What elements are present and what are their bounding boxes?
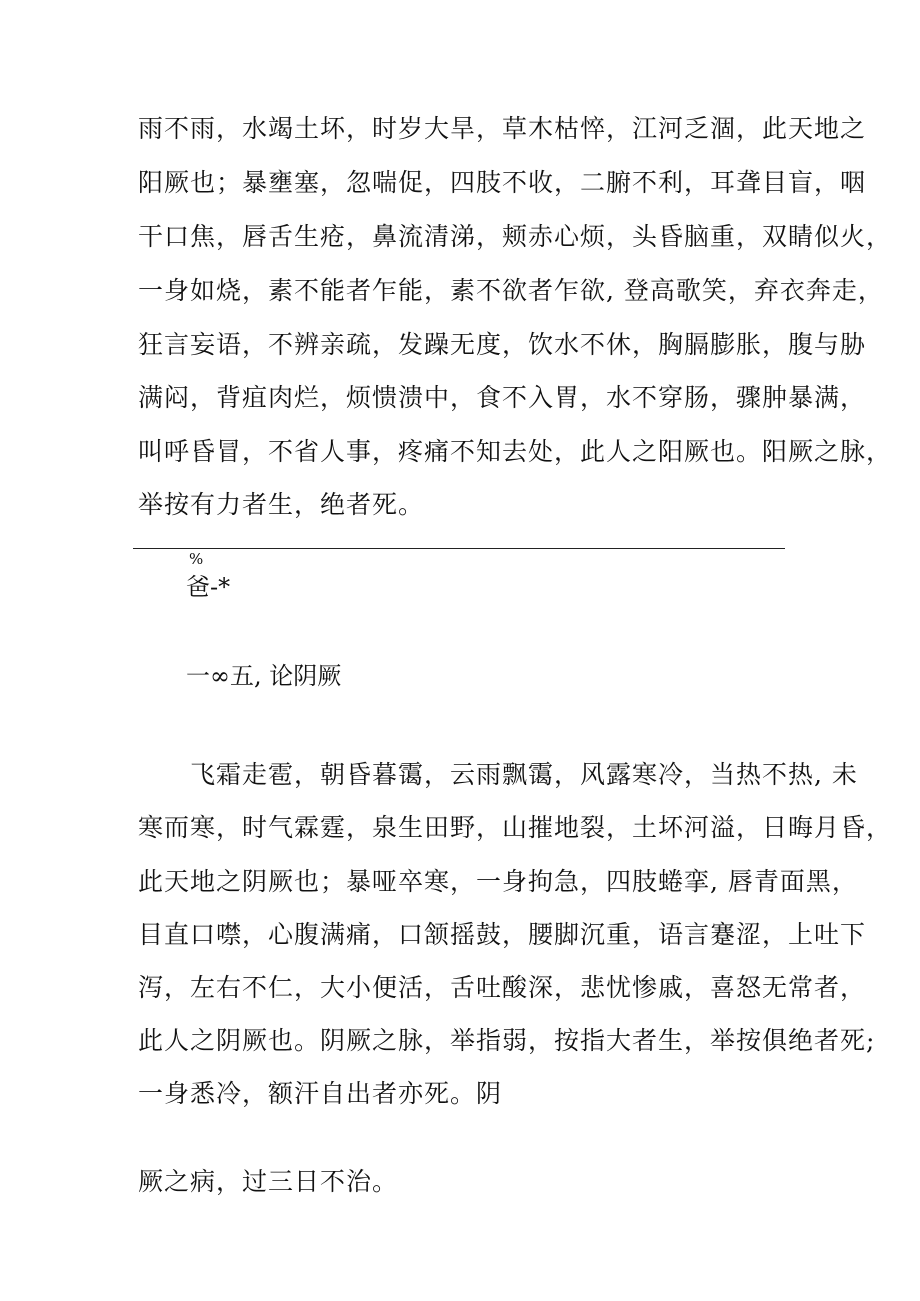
paragraph-line: 叫呼昏冒，不省人事，疼痛不知去处，此人之阳厥也。阳厥之脉， <box>138 437 893 466</box>
closing-line: 厥之病，过三日不治。 <box>138 1167 399 1196</box>
paragraph-line: 目直口噤，心腹满痛，口颔摇鼓，腰脚沉重，语言蹇涩，上吐下 <box>138 920 867 949</box>
horizontal-divider <box>133 548 785 549</box>
ocr-artifact-text: 爸-* <box>186 573 231 601</box>
ocr-artifact-mark: % <box>189 550 204 568</box>
paragraph-line: 一身悉冷，额汗自出者亦死。阴 <box>138 1079 503 1108</box>
paragraph-line: 此天地之阴厥也；暴哑卒寒，一身拘急，四肢蜷挛, 唇青面黑， <box>138 867 858 896</box>
paragraph-line: 干口焦，唇舌生疮，鼻流清涕，颊赤心烦，头昏脑重，双睛似火， <box>138 222 893 251</box>
paragraph-line: 满闷，背疽肉烂，烦愦溃中，食不入胃，水不穿肠，骤肿暴满， <box>138 383 867 412</box>
paragraph-line: 阳厥也；暴壅塞，忽喘促，四肢不收，二腑不利，耳聋目盲，咽 <box>138 168 867 197</box>
paragraph-line: 狂言妄语，不辨亲疏，发躁无度，饮水不休，胸膈膨胀，腹与胁 <box>138 330 867 359</box>
paragraph-line: 飞霜走雹，朝昏暮霭，云雨飘霭，风露寒冷，当热不热, 未 <box>190 760 858 789</box>
paragraph-line: 寒而寒，时气霖霆，泉生田野，山摧地裂，土坏河溢，日晦月昏， <box>138 813 893 842</box>
section-heading: 一∞五, 论阴厥 <box>186 662 342 690</box>
paragraph-line: 此人之阴厥也。阴厥之脉，举指弱，按指大者生，举按俱绝者死; <box>138 1026 876 1055</box>
paragraph-line: 举按有力者生，绝者死。 <box>138 490 425 519</box>
paragraph-line: 雨不雨，水竭土坏，时岁大旱，草木枯悴，江河乏涸，此天地之 <box>138 114 867 143</box>
paragraph-line: 泻，左右不仁，大小便活，舌吐酸深，悲忧惨戚，喜怒无常者， <box>138 973 867 1002</box>
paragraph-line: 一身如烧，素不能者乍能，素不欲者乍欲, 登高歌笑，弃衣奔走， <box>138 276 884 305</box>
